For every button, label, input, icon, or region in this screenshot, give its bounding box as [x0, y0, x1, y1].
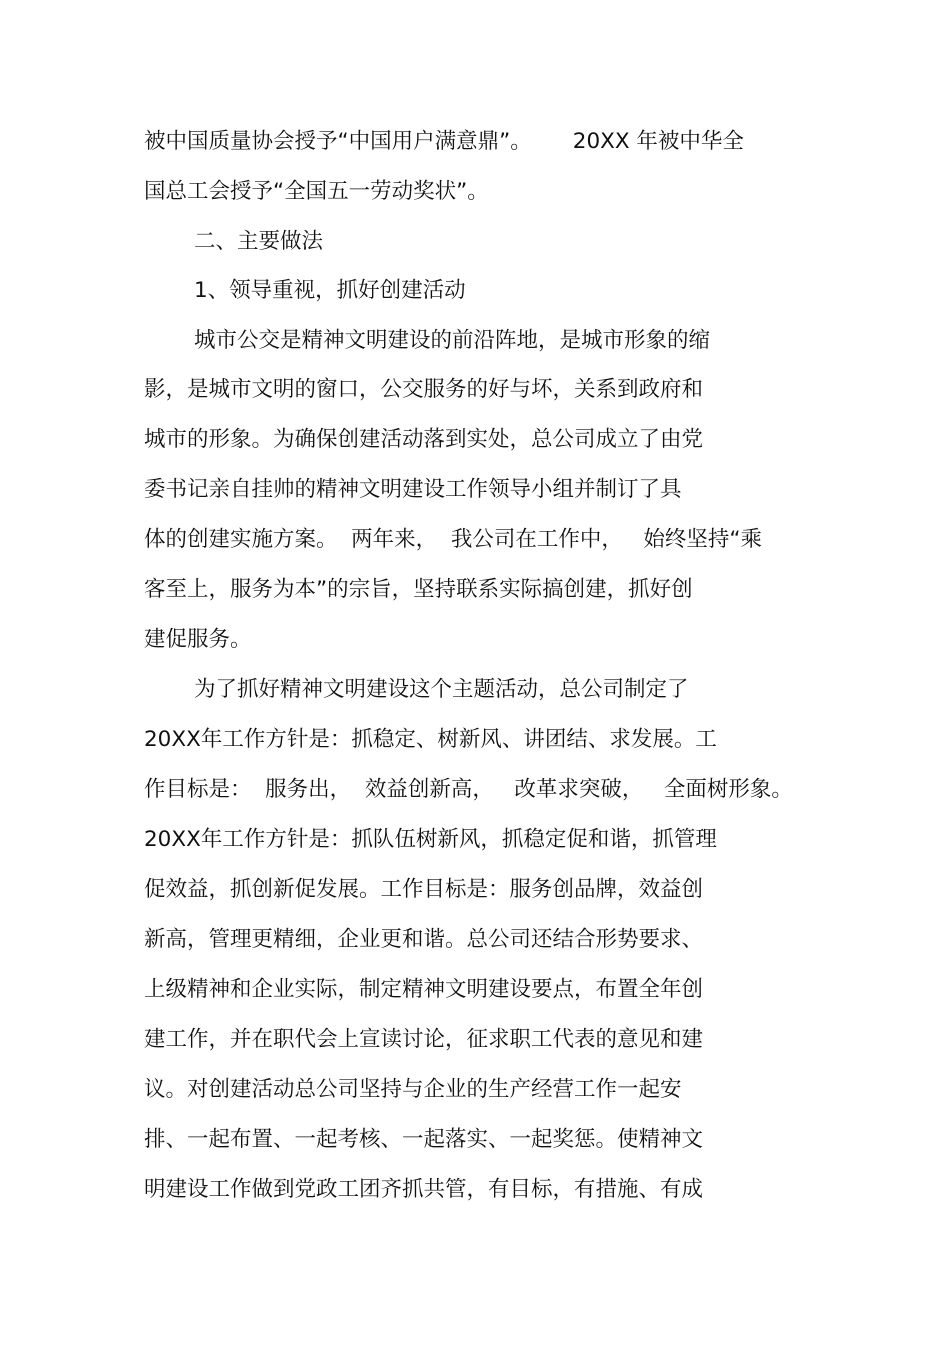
paragraph-line: 城市的形象。为确保创建活动落到实处，总公司成立了由党: [144, 427, 704, 452]
paragraph-line: 为了抓好精神文明建设这个主题活动，总公司制定了: [194, 677, 689, 702]
paragraph-line: 20XX年工作方针是：抓队伍树新风，抓稳定促和谐，抓管理: [144, 827, 717, 852]
paragraph-line: 作目标是： 服务出， 效益创新高， 改革求突破， 全面树形象。: [144, 777, 793, 802]
paragraph-line: 体的创建实施方案。 两年来， 我公司在工作中， 始终坚持“乘: [144, 527, 762, 552]
paragraph-line: 城市公交是精神文明建设的前沿阵地，是城市形象的缩: [194, 328, 711, 353]
paragraph-line: 20XX年工作方针是：抓稳定、树新风、讲团结、求发展。工: [144, 727, 717, 752]
paragraph-line: 被中国质量协会授予“中国用户满意鼎”。 20XX 年被中华全: [144, 129, 744, 154]
paragraph-line: 排、一起布置、一起考核、一起落实、一起奖惩。使精神文: [144, 1127, 704, 1152]
paragraph-line: 上级精神和企业实际，制定精神文明建设要点，布置全年创: [144, 977, 704, 1002]
paragraph-line: 促效益，抓创新促发展。工作目标是：服务创品牌，效益创: [144, 877, 704, 902]
paragraph-line: 委书记亲自挂帅的精神文明建设工作领导小组并制订了具: [144, 477, 682, 502]
paragraph-line: 国总工会授予“全国五一劳动奖状”。: [144, 179, 489, 204]
paragraph-line: 明建设工作做到党政工团齐抓共管，有目标，有措施、有成: [144, 1177, 704, 1202]
subsection-heading: 1、领导重视，抓好创建活动: [194, 278, 466, 303]
paragraph-line: 建促服务。: [144, 627, 252, 652]
paragraph-line: 新高，管理更精细，企业更和谐。总公司还结合形势要求、: [144, 927, 704, 952]
paragraph-line: 影，是城市文明的窗口，公交服务的好与坏，关系到政府和: [144, 377, 704, 402]
paragraph-line: 建工作，并在职代会上宣读讨论，征求职工代表的意见和建: [144, 1027, 704, 1052]
paragraph-line: 客至上，服务为本”的宗旨，坚持联系实际搞创建，抓好创: [144, 577, 693, 602]
paragraph-line: 议。对创建活动总公司坚持与企业的生产经营工作一起安: [144, 1077, 682, 1102]
section-heading: 二、主要做法: [194, 229, 324, 254]
